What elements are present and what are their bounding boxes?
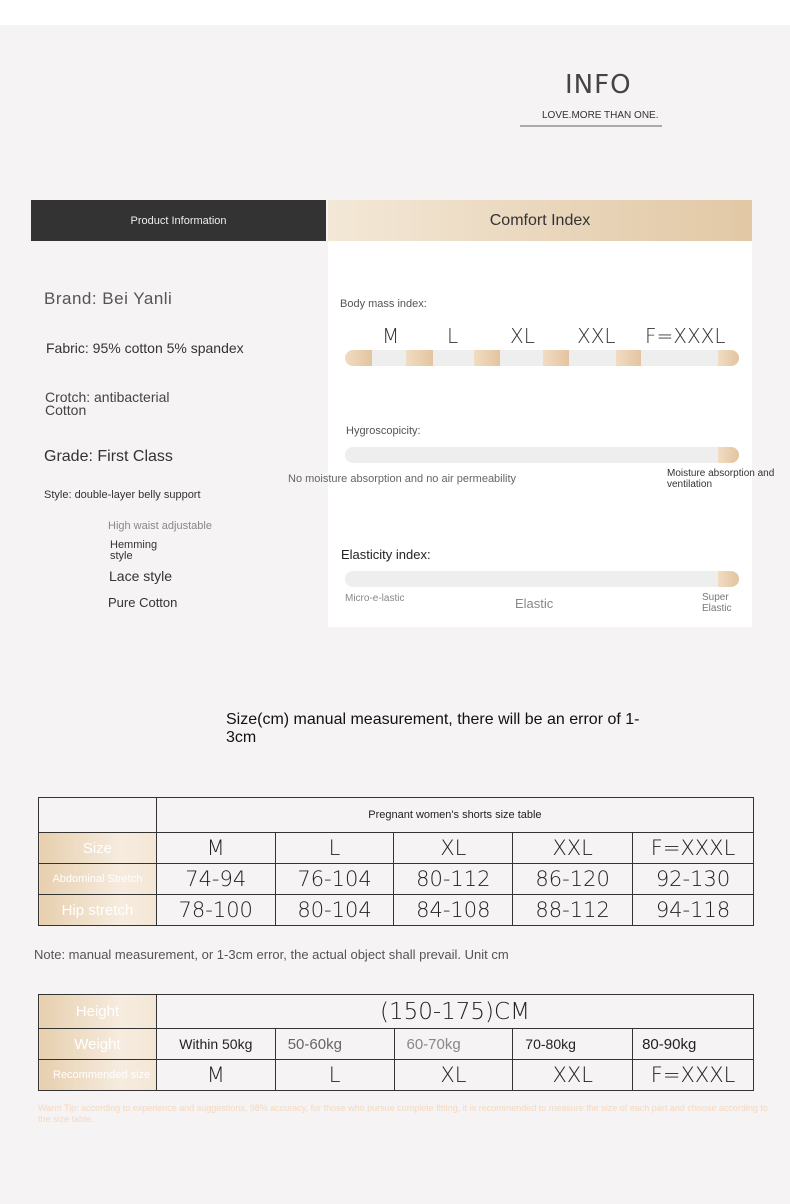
- hygroscopicity-label: Hygroscopicity:: [346, 425, 421, 437]
- top-strip: [0, 0, 790, 25]
- table-row: [39, 798, 754, 833]
- table-row: [39, 1029, 754, 1060]
- page-subtitle: LOVE.MORE THAN ONE.: [542, 110, 659, 121]
- elasticity-mid-label: Elastic: [515, 596, 554, 611]
- hip-cell: 84-108: [394, 895, 513, 926]
- size-table-caption: Pregnant women's shorts size table: [156, 798, 753, 833]
- elasticity-bar: [345, 571, 739, 587]
- size-cell: XXL: [513, 833, 633, 864]
- row-header-height: Height: [39, 995, 157, 1029]
- elasticity-bar-marker: [718, 571, 739, 587]
- table-row: [39, 864, 754, 895]
- table-corner: [39, 798, 157, 833]
- size-cell: L: [275, 833, 394, 864]
- size-cell: F=XXXL: [633, 833, 754, 864]
- bmi-bar-segment: [345, 350, 372, 366]
- bmi-bar-segment: [474, 350, 500, 366]
- hip-cell: 78-100: [156, 895, 275, 926]
- style-option: Hemming style: [110, 539, 158, 562]
- table-row: [39, 1060, 754, 1091]
- recommended-size-cell: M: [156, 1060, 275, 1091]
- hygroscopicity-low-label: No moisture absorption and no air permeability: [288, 473, 517, 485]
- comfort-index-header: [328, 200, 752, 241]
- recommended-size-cell: F=XXXL: [633, 1060, 754, 1091]
- bmi-label: Body mass index:: [340, 298, 427, 310]
- bmi-size-label: XL: [510, 324, 535, 348]
- weight-cell: Within 50kg: [156, 1029, 275, 1060]
- hip-cell: 80-104: [275, 895, 394, 926]
- weight-cell: 80-90kg: [633, 1029, 754, 1060]
- hygroscopicity-high-label: Moisture absorption and ventilation: [667, 468, 775, 490]
- hip-cell: 88-112: [513, 895, 633, 926]
- bmi-size-label: M: [382, 324, 400, 348]
- fabric-text: Fabric: 95% cotton 5% spandex: [46, 340, 244, 356]
- hip-cell: 94-118: [633, 895, 754, 926]
- elasticity-label: Elasticity index:: [341, 547, 431, 562]
- weight-cell: 60-70kg: [394, 1029, 513, 1060]
- recommended-size-cell: XL: [394, 1060, 513, 1091]
- row-header-weight: Weight: [39, 1029, 157, 1060]
- product-info-header: [31, 200, 326, 241]
- brand-text: Brand: Bei Yanli: [44, 289, 173, 308]
- abdominal-cell: 86-120: [513, 864, 633, 895]
- abdominal-cell: 80-112: [394, 864, 513, 895]
- row-header-abdominal: Abdominal Stretch: [39, 864, 157, 895]
- row-header-recommended: Recommended size: [39, 1060, 157, 1091]
- size-cell: XL: [394, 833, 513, 864]
- bmi-size-label: F=XXXL: [645, 324, 726, 348]
- style-text: Style: double-layer belly support: [44, 489, 201, 501]
- row-header-size: Size: [39, 833, 157, 864]
- abdominal-cell: 76-104: [275, 864, 394, 895]
- bmi-bar-segment: [543, 350, 569, 366]
- style-option: Pure Cotton: [108, 595, 178, 610]
- bmi-bar: [345, 350, 739, 366]
- height-value: (150-175)CM: [156, 995, 753, 1029]
- abdominal-cell: 92-130: [633, 864, 754, 895]
- bmi-size-label: XXL: [577, 324, 616, 348]
- bmi-size-label: L: [447, 324, 459, 348]
- warm-tip: Warm Tip: according to experience and suggestions, 98% accuracy, for those who pursue complete fitting, it is recommended to measure the size of each part and choose according to the size table.: [38, 1103, 768, 1124]
- weight-cell: 50-60kg: [275, 1029, 394, 1060]
- table-note: Note: manual measurement, or 1-3cm error, the actual object shall prevail. Unit cm: [34, 947, 509, 962]
- weight-cell: 70-80kg: [513, 1029, 633, 1060]
- recommend-table: [38, 994, 754, 1091]
- recommended-size-cell: L: [275, 1060, 394, 1091]
- bmi-bar-segment: [616, 350, 641, 366]
- crotch-text: Crotch: antibacterial Cotton: [45, 389, 170, 418]
- elasticity-high-label: Super Elastic: [702, 592, 732, 614]
- table-row: [39, 995, 754, 1029]
- size-table: [38, 797, 754, 926]
- bmi-bar-segment: [406, 350, 433, 366]
- hygroscopicity-bar: [345, 447, 739, 463]
- style-option: High waist adjustable: [108, 520, 212, 532]
- grade-text: Grade: First Class: [44, 448, 173, 465]
- table-row: [39, 895, 754, 926]
- comfort-index-header-label: Comfort Index: [489, 211, 591, 229]
- table-row: [39, 833, 754, 864]
- title-underline: [520, 125, 662, 127]
- abdominal-cell: 74-94: [156, 864, 275, 895]
- row-header-hip: Hip stretch: [39, 895, 157, 926]
- size-note: Size(cm) manual measurement, there will be an error of 1-3cm: [226, 711, 640, 746]
- elasticity-low-label: Micro-e-lastic: [345, 593, 405, 604]
- size-cell: M: [156, 833, 275, 864]
- page-title: INFO: [565, 70, 632, 100]
- style-option: Lace style: [109, 568, 173, 584]
- bmi-bar-segment: [718, 350, 739, 366]
- hygroscopicity-bar-marker: [718, 447, 739, 463]
- recommended-size-cell: XXL: [513, 1060, 633, 1091]
- product-info-header-label: Product Information: [130, 214, 227, 227]
